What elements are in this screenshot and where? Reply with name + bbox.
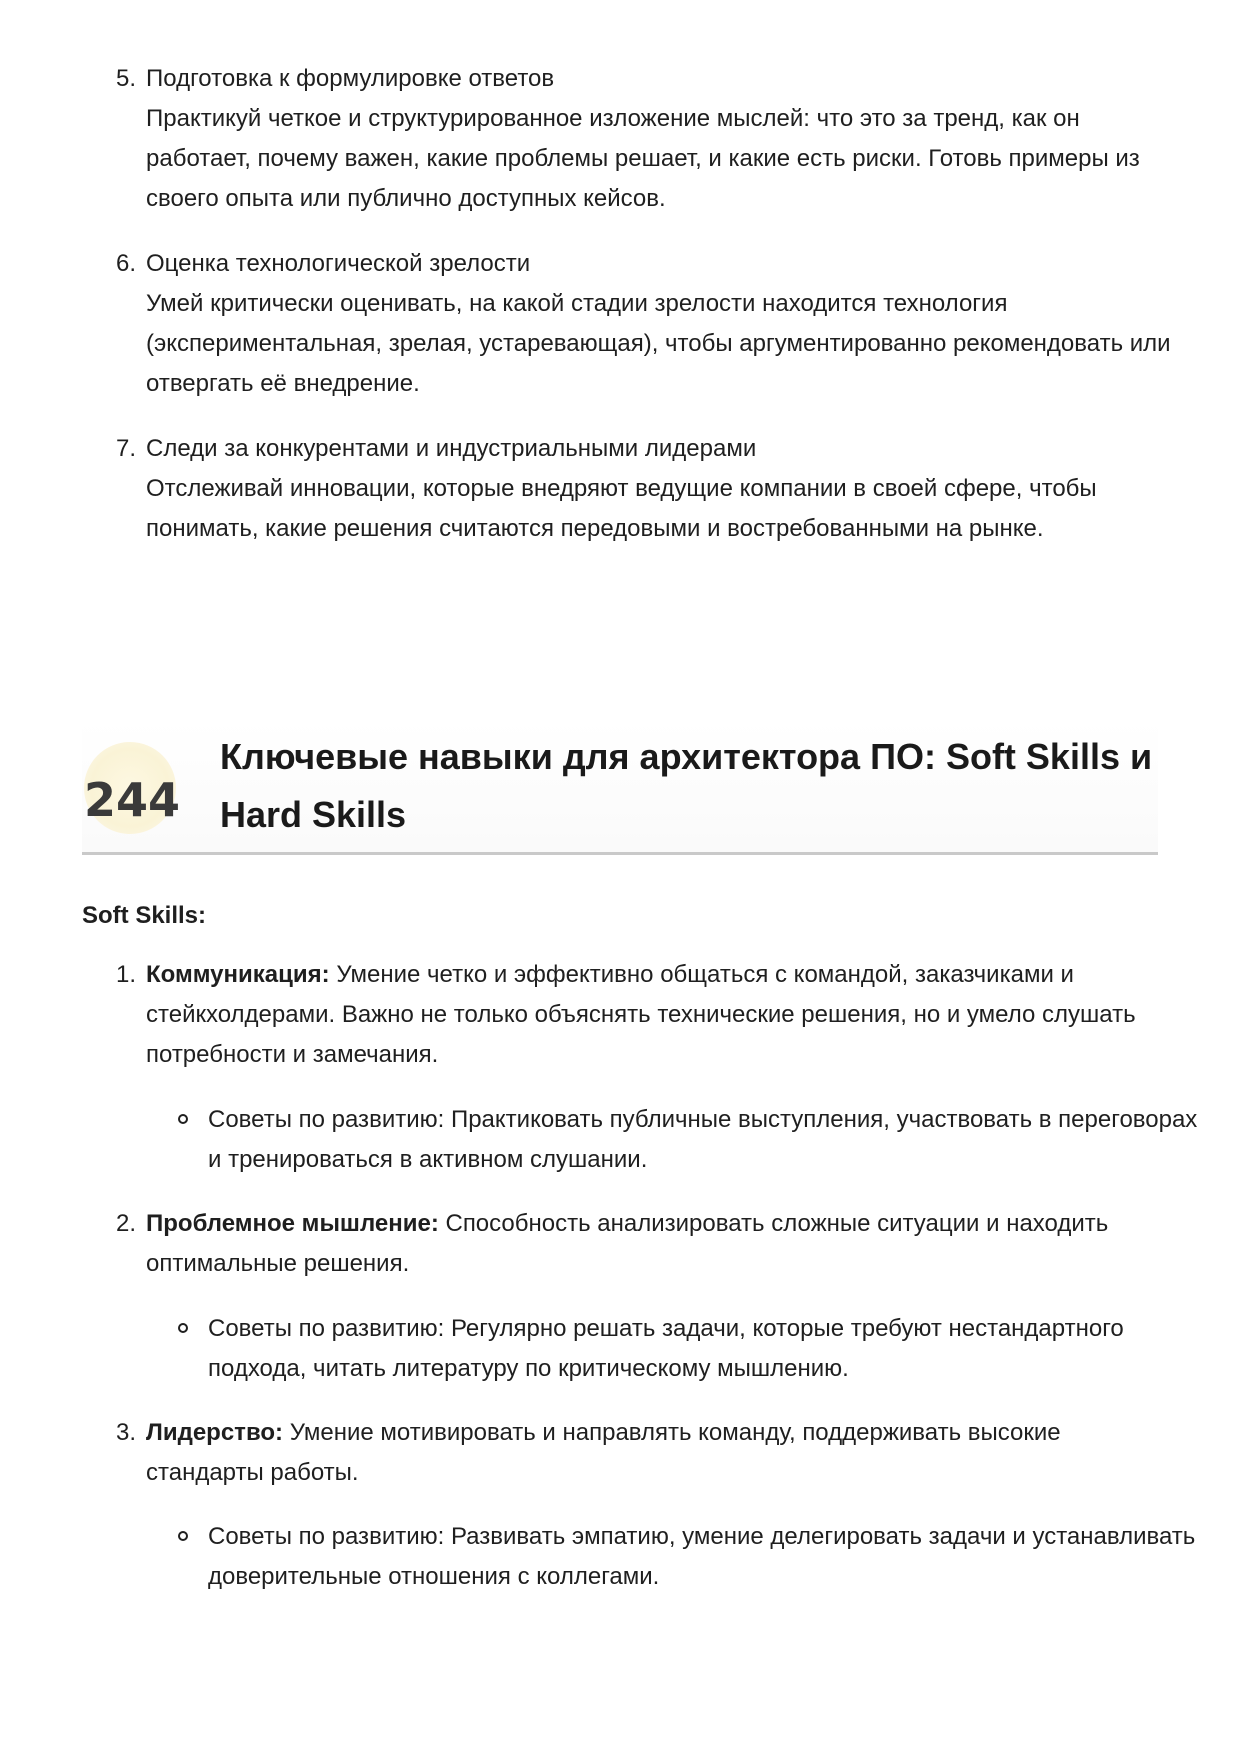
bullet-circle-icon — [178, 1531, 188, 1541]
soft-skills-label: Soft Skills: — [82, 902, 207, 929]
list-item-text: Отслеживай инновации, которые внедряют ведущие компании в своей сфере, чтобы понимать, какие решения считаются передовыми и востребованными на рынке. — [146, 475, 1097, 542]
list-item-title: Оценка технологической зрелости — [146, 250, 531, 277]
skill-text: Умение мотивировать и направлять команду, поддерживать высокие стандарты работы. — [146, 1419, 1061, 1486]
skill-tip-text: Советы по развитию: Регулярно решать задачи, которые требуют нестандартного подхода, читать литературу по критическому мышлению. — [208, 1315, 1124, 1382]
section-divider — [82, 852, 1158, 855]
skill-number: 1. — [116, 961, 137, 988]
section-number-badge — [84, 742, 181, 834]
skill-number: 2. — [116, 1210, 137, 1237]
list-item-text: Умей критически оценивать, на какой стадии зрелости находится технология (экспериментальная, зрелая, устаревающая), чтобы аргументированно рекомендовать или отвергать её внедрение. — [146, 290, 1171, 397]
skill-name: Коммуникация: — [146, 961, 330, 988]
list-item-title: Следи за конкурентами и индустриальными лидерами — [146, 435, 757, 462]
skill-text: Умение четко и эффективно общаться с командой, заказчиками и стейкхолдерами. Важно не только объяснять технические решения, но и умело слушать потребности и замечания. — [146, 961, 1136, 1068]
list-number: 5. — [116, 65, 137, 92]
section-number: 244 — [84, 773, 181, 827]
list-number: 6. — [116, 250, 137, 277]
list-item-title: Подготовка к формулировке ответов — [146, 65, 555, 92]
section-title: Ключевые навыки для архитектора ПО: Soft Skills и Hard Skills — [220, 736, 1153, 835]
skill-name: Лидерство: — [146, 1419, 284, 1446]
list-item-text: Практикуй четкое и структурированное изложение мыслей: что это за тренд, как он работает, почему важен, какие проблемы решает, и какие есть риски. Готовь примеры из своего опыта или публично доступных кейсов. — [146, 105, 1140, 212]
skill-text: Способность анализировать сложные ситуации и находить оптимальные решения. — [146, 1210, 1109, 1277]
list-number: 7. — [116, 435, 137, 462]
bullet-circle-icon — [178, 1323, 188, 1333]
skill-tip-text: Советы по развитию: Практиковать публичные выступления, участвовать в переговорах и тренироваться в активном слушании. — [208, 1106, 1198, 1173]
skill-tip-text: Советы по развитию: Развивать эмпатию, умение делегировать задачи и устанавливать доверительные отношения с коллегами. — [208, 1523, 1196, 1590]
skill-name: Проблемное мышление: — [146, 1210, 439, 1237]
section-header — [82, 720, 1158, 856]
skill-number: 3. — [116, 1419, 137, 1446]
bullet-circle-icon — [178, 1114, 188, 1124]
